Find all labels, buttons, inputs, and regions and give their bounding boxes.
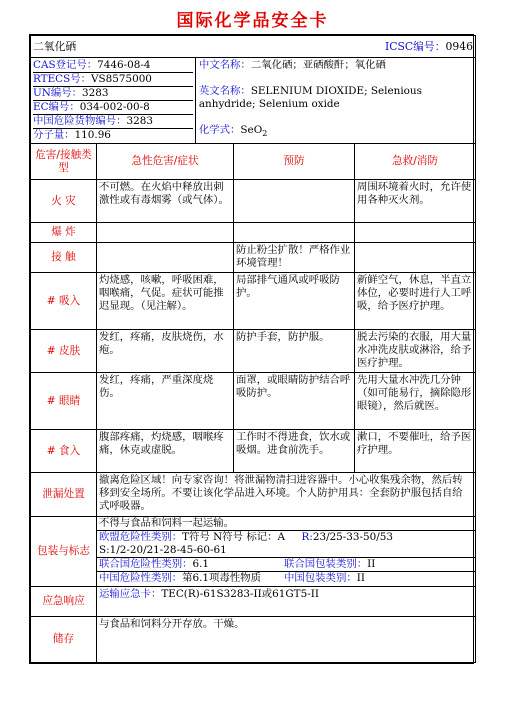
molecular-weight: 分子量：110.96 bbox=[33, 129, 111, 141]
english-name: 英文名称：SELENIUM DIOXIDE; Selenious anhydride; Selenium oxide bbox=[198, 85, 422, 110]
spill-label: 泄漏处置 bbox=[31, 473, 97, 517]
un-number: UN编号：3283 bbox=[33, 87, 193, 101]
header-hazard: 急性危害/症状 bbox=[97, 144, 234, 180]
packaging-transport-note: 不得与食品和饲料一起运输。 bbox=[97, 517, 475, 531]
row-fire: 火 灾 不可燃。在火焰中释放出刺激性或有毒烟雾（或气体）。 周围环境着火时，允许使用各种灭火剂。 bbox=[31, 180, 476, 223]
china-dangerous-goods-number: 中国危险货物编号：3283 bbox=[33, 115, 193, 129]
row-eyes: # 眼睛 发红，疼痛，严重深度烧伤。 面罩，或眼睛防护结合呼吸防护。 先用大量水冲洗几分钟（如可能易行，摘除隐形眼镜），然后就医。 bbox=[31, 373, 476, 430]
row-explosion: 爆 炸 bbox=[31, 223, 476, 243]
eu-classification: 欧盟危险性类别：T符号 N符号 标记：A R:23/25-33-50/53 bbox=[99, 531, 393, 543]
safety-card bbox=[29, 34, 474, 664]
row-contact: 接 触 防止粉尘扩散！严格作业环境管理！ bbox=[31, 243, 476, 273]
cas-number: CAS登记号：7446-08-4 bbox=[33, 59, 193, 73]
icsc-number: ICSC编号：0946 bbox=[384, 40, 473, 53]
row-packaging bbox=[31, 517, 476, 587]
emergency-card: 运输应急卡：TEC(R)-61S3283-II或61GT5-II bbox=[97, 587, 476, 617]
row-storage bbox=[31, 617, 476, 663]
row-skin: # 皮肤 发红，疼痛，皮肤烧伤，水疱。 防护手套，防护服。 脱去污染的衣服，用大量水冲洗皮肤或淋浴，给予医疗护理。 bbox=[31, 330, 476, 373]
name-row bbox=[31, 36, 476, 58]
row-inhalation: # 吸入 灼烧感，咳嗽，呼吸困难，咽喉痛，气促。症状可能推迟显现。（见注解）。 局部排气通风或呼吸防护。 新鲜空气，休息，半直立体位，必要时进行人工呼吸，给予医疗护理。 bbox=[31, 273, 476, 330]
header-prevention: 预防 bbox=[234, 144, 355, 180]
emergency-label: 应急响应 bbox=[31, 587, 97, 617]
chinese-name: 中文名称：二氧化硒；亚硒酸酐；氧化硒 bbox=[198, 59, 386, 71]
china-classification: 中国危险性类别：第6.1项毒性物质 中国包装类别：II bbox=[99, 572, 365, 584]
column-header-row bbox=[31, 144, 476, 180]
identifiers-row bbox=[31, 58, 476, 144]
rtecs-number: RTECS号：VS8575000 bbox=[33, 73, 193, 87]
card-table bbox=[30, 35, 476, 663]
spill-text: 撤离危险区域！向专家咨询！将泄漏物清扫进容器中。小心收集残余物，然后转移到安全场所。不要让该化学品进入环境。个人防护用具：全套防护服包括自给式呼吸器。 bbox=[97, 473, 476, 517]
packaging-label: 包装与标志 bbox=[31, 517, 97, 587]
storage-label: 储存 bbox=[31, 617, 97, 663]
row-emergency bbox=[31, 587, 476, 617]
un-classification: 联合国危险性类别：6.1 联合国包装类别：II bbox=[97, 558, 475, 572]
row-spill bbox=[31, 473, 476, 517]
header-first-aid: 急救/消防 bbox=[355, 144, 476, 180]
row-ingestion: # 食入 腹部疼痛，灼烧感，咽喉疼痛，休克或虚脱。 工作时不得进食，饮水或吸烟。进食前洗手。 漱口，不要催吐，给予医疗护理。 bbox=[31, 430, 476, 473]
chemical-name: 二氧化硒 bbox=[33, 40, 77, 53]
card-title: 国际化学品安全卡 bbox=[176, 11, 329, 31]
identifier-list bbox=[31, 58, 195, 143]
packaging-content bbox=[97, 517, 476, 587]
names-block bbox=[195, 58, 475, 143]
s-phrases: S:1/2-20/21-28-45-60-61 bbox=[97, 544, 475, 558]
header-type: 危害/接触类型 bbox=[31, 144, 97, 180]
chemical-formula: 化学式：SeO$_2$ bbox=[198, 124, 268, 139]
ec-number: EC编号：034-002-00-8 bbox=[33, 101, 193, 115]
storage-text: 与食品和饲料分开存放。干燥。 bbox=[97, 617, 476, 663]
